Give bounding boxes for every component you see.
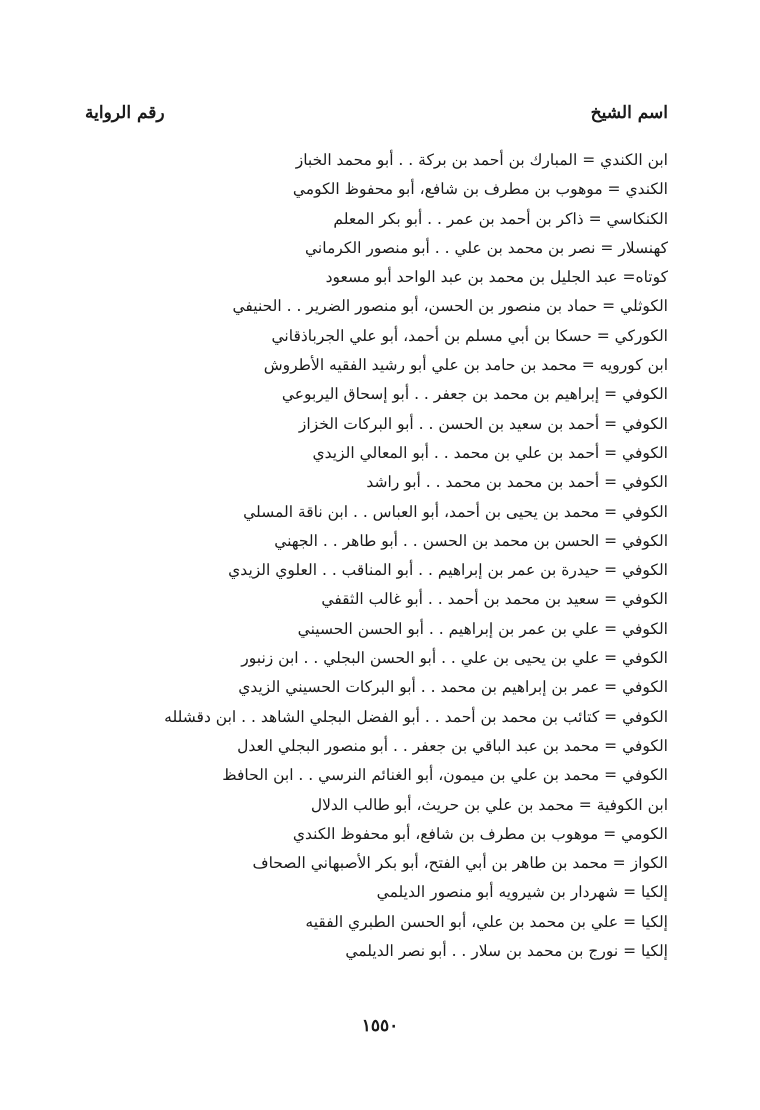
list-item: الكومي = موهوب بن مطرف بن شافع، أبو محفوظ الكندي — [292, 824, 668, 843]
list-item: الكندي = موهوب بن مطرف بن شافع، أبو محفوظ الكومي — [292, 180, 668, 199]
list-item: كوتاه= عبد الجليل بن محمد بن عبد الواحد أبو مسعود — [325, 268, 668, 287]
page-number: ١٥٥٠ — [361, 1016, 399, 1036]
list-item: الكوفي = محمد بن يحيى بن أحمد، أبو العباس . . ابن ناقة المسلي — [243, 502, 668, 521]
list-item: الكوثلي = حماد بن منصور بن الحسن، أبو منصور الضرير . . الحنيفي — [232, 297, 668, 316]
list-item: الكوفي = علي بن عمر بن إبراهيم . . أبو الحسن الحسيني — [297, 619, 668, 638]
list-item: ابن الكندي = المبارك بن أحمد بن بركة . . أبو محمد الخباز — [295, 151, 668, 169]
list-item: ابن الكوفية = محمد بن علي بن حريث، أبو طالب الدلال — [310, 795, 668, 814]
shaykh-entries-list — [68, 146, 668, 966]
list-item: الكوفي = سعيد بن محمد بن أحمد . . أبو غالب الثقفي — [321, 590, 668, 609]
list-item: الكوركي = حسكا بن أبي مسلم بن أحمد، أبو علي الجرباذقاني — [271, 326, 668, 345]
list-item: ابن كورويه = محمد بن حامد بن علي أبو رشيد الفقيه الأطروش — [263, 356, 668, 375]
list-item: الكوفي = محمد بن علي بن ميمون، أبو الغنائم النرسي . . ابن الحافظ — [222, 766, 668, 785]
list-item: الكنكاسي = ذاكر بن أحمد بن عمر . . أبو بكر المعلم — [333, 209, 668, 228]
list-item: إلكيا = شهردار بن شيرويه أبو منصور الديلمي — [376, 883, 668, 902]
list-item: الكوفي = إبراهيم بن محمد بن جعفر . . أبو إسحاق اليربوعي — [281, 385, 668, 404]
column-header-shaykh-name: اسم الشيخ — [590, 103, 668, 123]
list-item: الكوفي = أحمد بن سعيد بن الحسن . . أبو البركات الخزاز — [298, 414, 668, 433]
list-item: الكوفي = أحمد بن علي بن محمد . . أبو المعالي الزيدي — [312, 443, 668, 462]
list-item: الكوفي = عمر بن إبراهيم بن محمد . . أبو البركات الحسيني الزيدي — [238, 678, 668, 697]
list-item: الكوفي = علي بن يحيى بن علي . . أبو الحسن البجلي . . ابن زنبور — [241, 649, 668, 668]
list-item: إلكيا = علي بن محمد بن علي، أبو الحسن الطبري الفقيه — [305, 912, 668, 931]
column-header-narration-number: رقم الرواية — [85, 103, 165, 123]
list-item: الكوفي = أحمد بن محمد بن محمد . . أبو راشد — [366, 473, 668, 492]
list-item: الكوفي = الحسن بن محمد بن الحسن . . أبو طاهر . . الجهني — [274, 531, 668, 550]
list-item: الكواز = محمد بن طاهر بن أبي الفتح، أبو بكر الأصبهاني الصحاف — [252, 854, 668, 873]
list-item: الكوفي = محمد بن عبد الباقي بن جعفر . . أبو منصور البجلي العدل — [237, 736, 668, 755]
list-item: إلكيا = نورج بن محمد بن سلار . . أبو نصر الديلمي — [345, 942, 668, 961]
list-item: الكوفي = كتائب بن محمد بن أحمد . . أبو الفضل البجلي الشاهد . . ابن دقشلله — [164, 707, 668, 726]
list-item: الكوفي = حيدرة بن عمر بن إبراهيم . . أبو المناقب . . العلوي الزيدي — [228, 561, 668, 580]
list-item: كهنسلار = نصر بن محمد بن علي . . أبو منصور الكرماني — [305, 238, 668, 257]
